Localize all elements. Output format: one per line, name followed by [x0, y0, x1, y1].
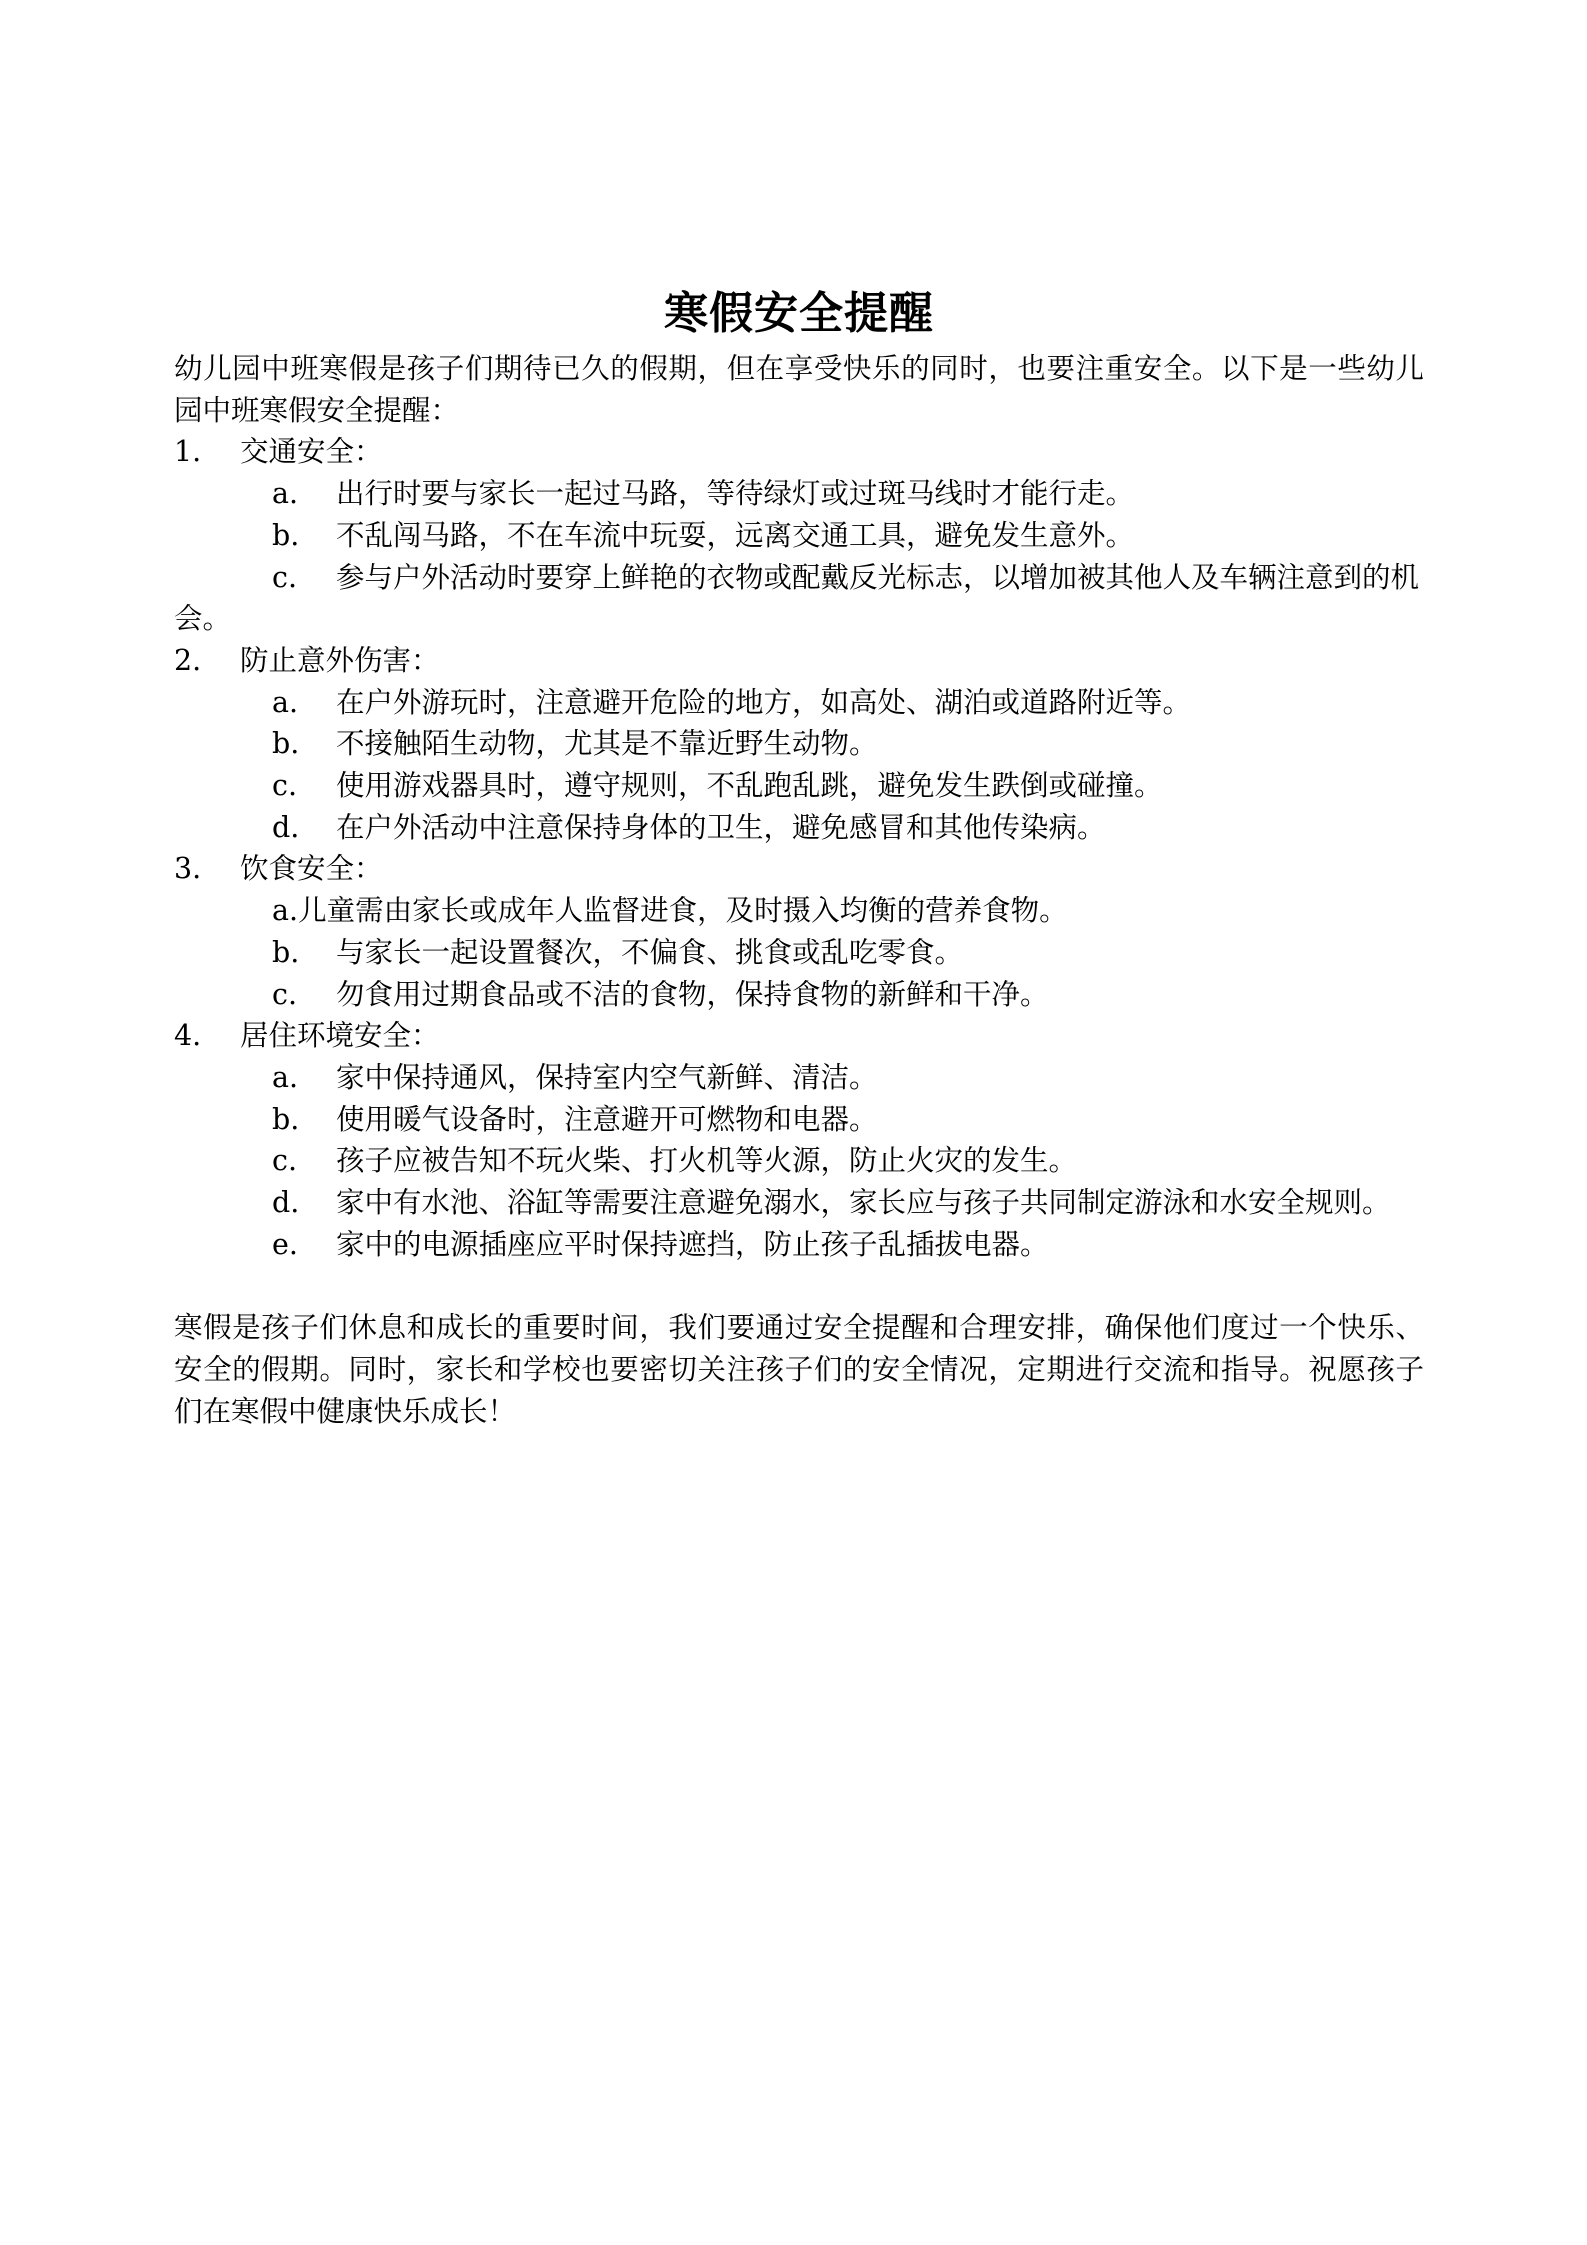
blank-line: [174, 1265, 1424, 1307]
section-number: 2.: [174, 643, 202, 677]
item-text: 与家长一起设置餐次，不偏食、挑食或乱吃零食。: [336, 935, 964, 969]
item-text: 在户外游玩时，注意避开危险的地方，如高处、湖泊或道路附近等。: [336, 685, 1192, 719]
item-text: 不接触陌生动物，尤其是不靠近野生动物。: [336, 727, 878, 761]
list-item: [174, 1182, 1424, 1224]
section-traffic-safety: [174, 431, 1424, 640]
item-letter: a.: [272, 477, 299, 511]
list-item: [174, 765, 1424, 807]
list-item: [174, 890, 1424, 932]
item-text: 在户外活动中注意保持身体的卫生，避免感冒和其他传染病。: [336, 810, 1106, 844]
section-heading: [174, 640, 1424, 682]
item-letter: b.: [272, 727, 300, 761]
item-text: 不乱闯马路，不在车流中玩耍，远离交通工具，避免发生意外。: [336, 518, 1135, 552]
section-number: 3.: [174, 852, 202, 886]
item-letter: c.: [272, 769, 298, 803]
list-item: [174, 932, 1424, 974]
section-title: 交通安全：: [240, 435, 383, 469]
page-title: 寒假安全提醒: [664, 288, 934, 339]
conclusion-paragraph: 寒假是孩子们休息和成长的重要时间，我们要通过安全提醒和合理安排，确保他们度过一个快乐、安全的假期。同时，家长和学校也要密切关注孩子们的安全情况，定期进行交流和指导。祝愿孩子们在寒假中健康快乐成长！: [174, 1311, 1424, 1428]
item-text: 儿童需由家长或成年人监督进食，及时摄入均衡的营养食物。: [298, 894, 1068, 928]
list-item: [174, 515, 1424, 557]
section-title: 饮食安全：: [240, 852, 383, 886]
item-letter: a.: [272, 1060, 299, 1094]
section-heading: [174, 848, 1424, 890]
section-food-safety: [174, 848, 1424, 1015]
list-item: [174, 473, 1424, 515]
item-letter: c.: [272, 560, 298, 594]
list-item: [174, 1140, 1424, 1182]
item-text: 家中有水池、浴缸等需要注意避免溺水，家长应与孩子共同制定游泳和水安全规则。: [336, 1186, 1391, 1220]
section-heading: [174, 431, 1424, 473]
list-item: [174, 1224, 1424, 1266]
item-letter: d.: [272, 810, 300, 844]
item-text: 使用游戏器具时，遵守规则，不乱跑乱跳，避免发生跌倒或碰撞。: [336, 769, 1163, 803]
list-item: [174, 974, 1424, 1016]
item-letter: a.: [272, 685, 299, 719]
list-item: [174, 1099, 1424, 1141]
item-letter: b.: [272, 1102, 300, 1136]
item-text: 使用暖气设备时，注意避开可燃物和电器。: [336, 1102, 878, 1136]
item-letter: b.: [272, 518, 300, 552]
item-text: 孩子应被告知不玩火柴、打火机等火源，防止火灾的发生。: [336, 1144, 1078, 1178]
list-item: [174, 557, 1424, 640]
item-text: 参与户外活动时要穿上鲜艳的衣物或配戴反光标志，以增加被其他人及车辆注意到的机会。: [174, 560, 1420, 636]
item-letter: d.: [272, 1186, 300, 1220]
section-heading: [174, 1015, 1424, 1057]
item-text: 家中保持通风，保持室内空气新鲜、清洁。: [336, 1060, 878, 1094]
list-item: [174, 682, 1424, 724]
section-title: 居住环境安全：: [240, 1019, 440, 1053]
document-body: [174, 284, 1424, 1432]
item-letter: e.: [272, 1227, 298, 1261]
section-number: 4.: [174, 1019, 202, 1053]
item-letter: a.: [272, 894, 299, 928]
item-letter: c.: [272, 1144, 298, 1178]
list-item: [174, 1057, 1424, 1099]
list-item: [174, 807, 1424, 849]
item-text: 出行时要与家长一起过马路，等待绿灯或过斑马线时才能行走。: [336, 477, 1135, 511]
section-accident-prevention: [174, 640, 1424, 849]
item-text: 家中的电源插座应平时保持遮挡，防止孩子乱插拔电器。: [336, 1227, 1049, 1261]
item-text: 勿食用过期食品或不洁的食物，保持食物的新鲜和干净。: [336, 977, 1049, 1011]
intro-paragraph: 幼儿园中班寒假是孩子们期待已久的假期，但在享受快乐的同时，也要注重安全。以下是一些幼儿园中班寒假安全提醒：: [174, 352, 1424, 427]
item-letter: b.: [272, 935, 300, 969]
list-item: [174, 723, 1424, 765]
section-home-safety: [174, 1015, 1424, 1265]
section-title: 防止意外伤害：: [240, 643, 440, 677]
item-letter: c.: [272, 977, 298, 1011]
section-number: 1.: [174, 435, 202, 469]
